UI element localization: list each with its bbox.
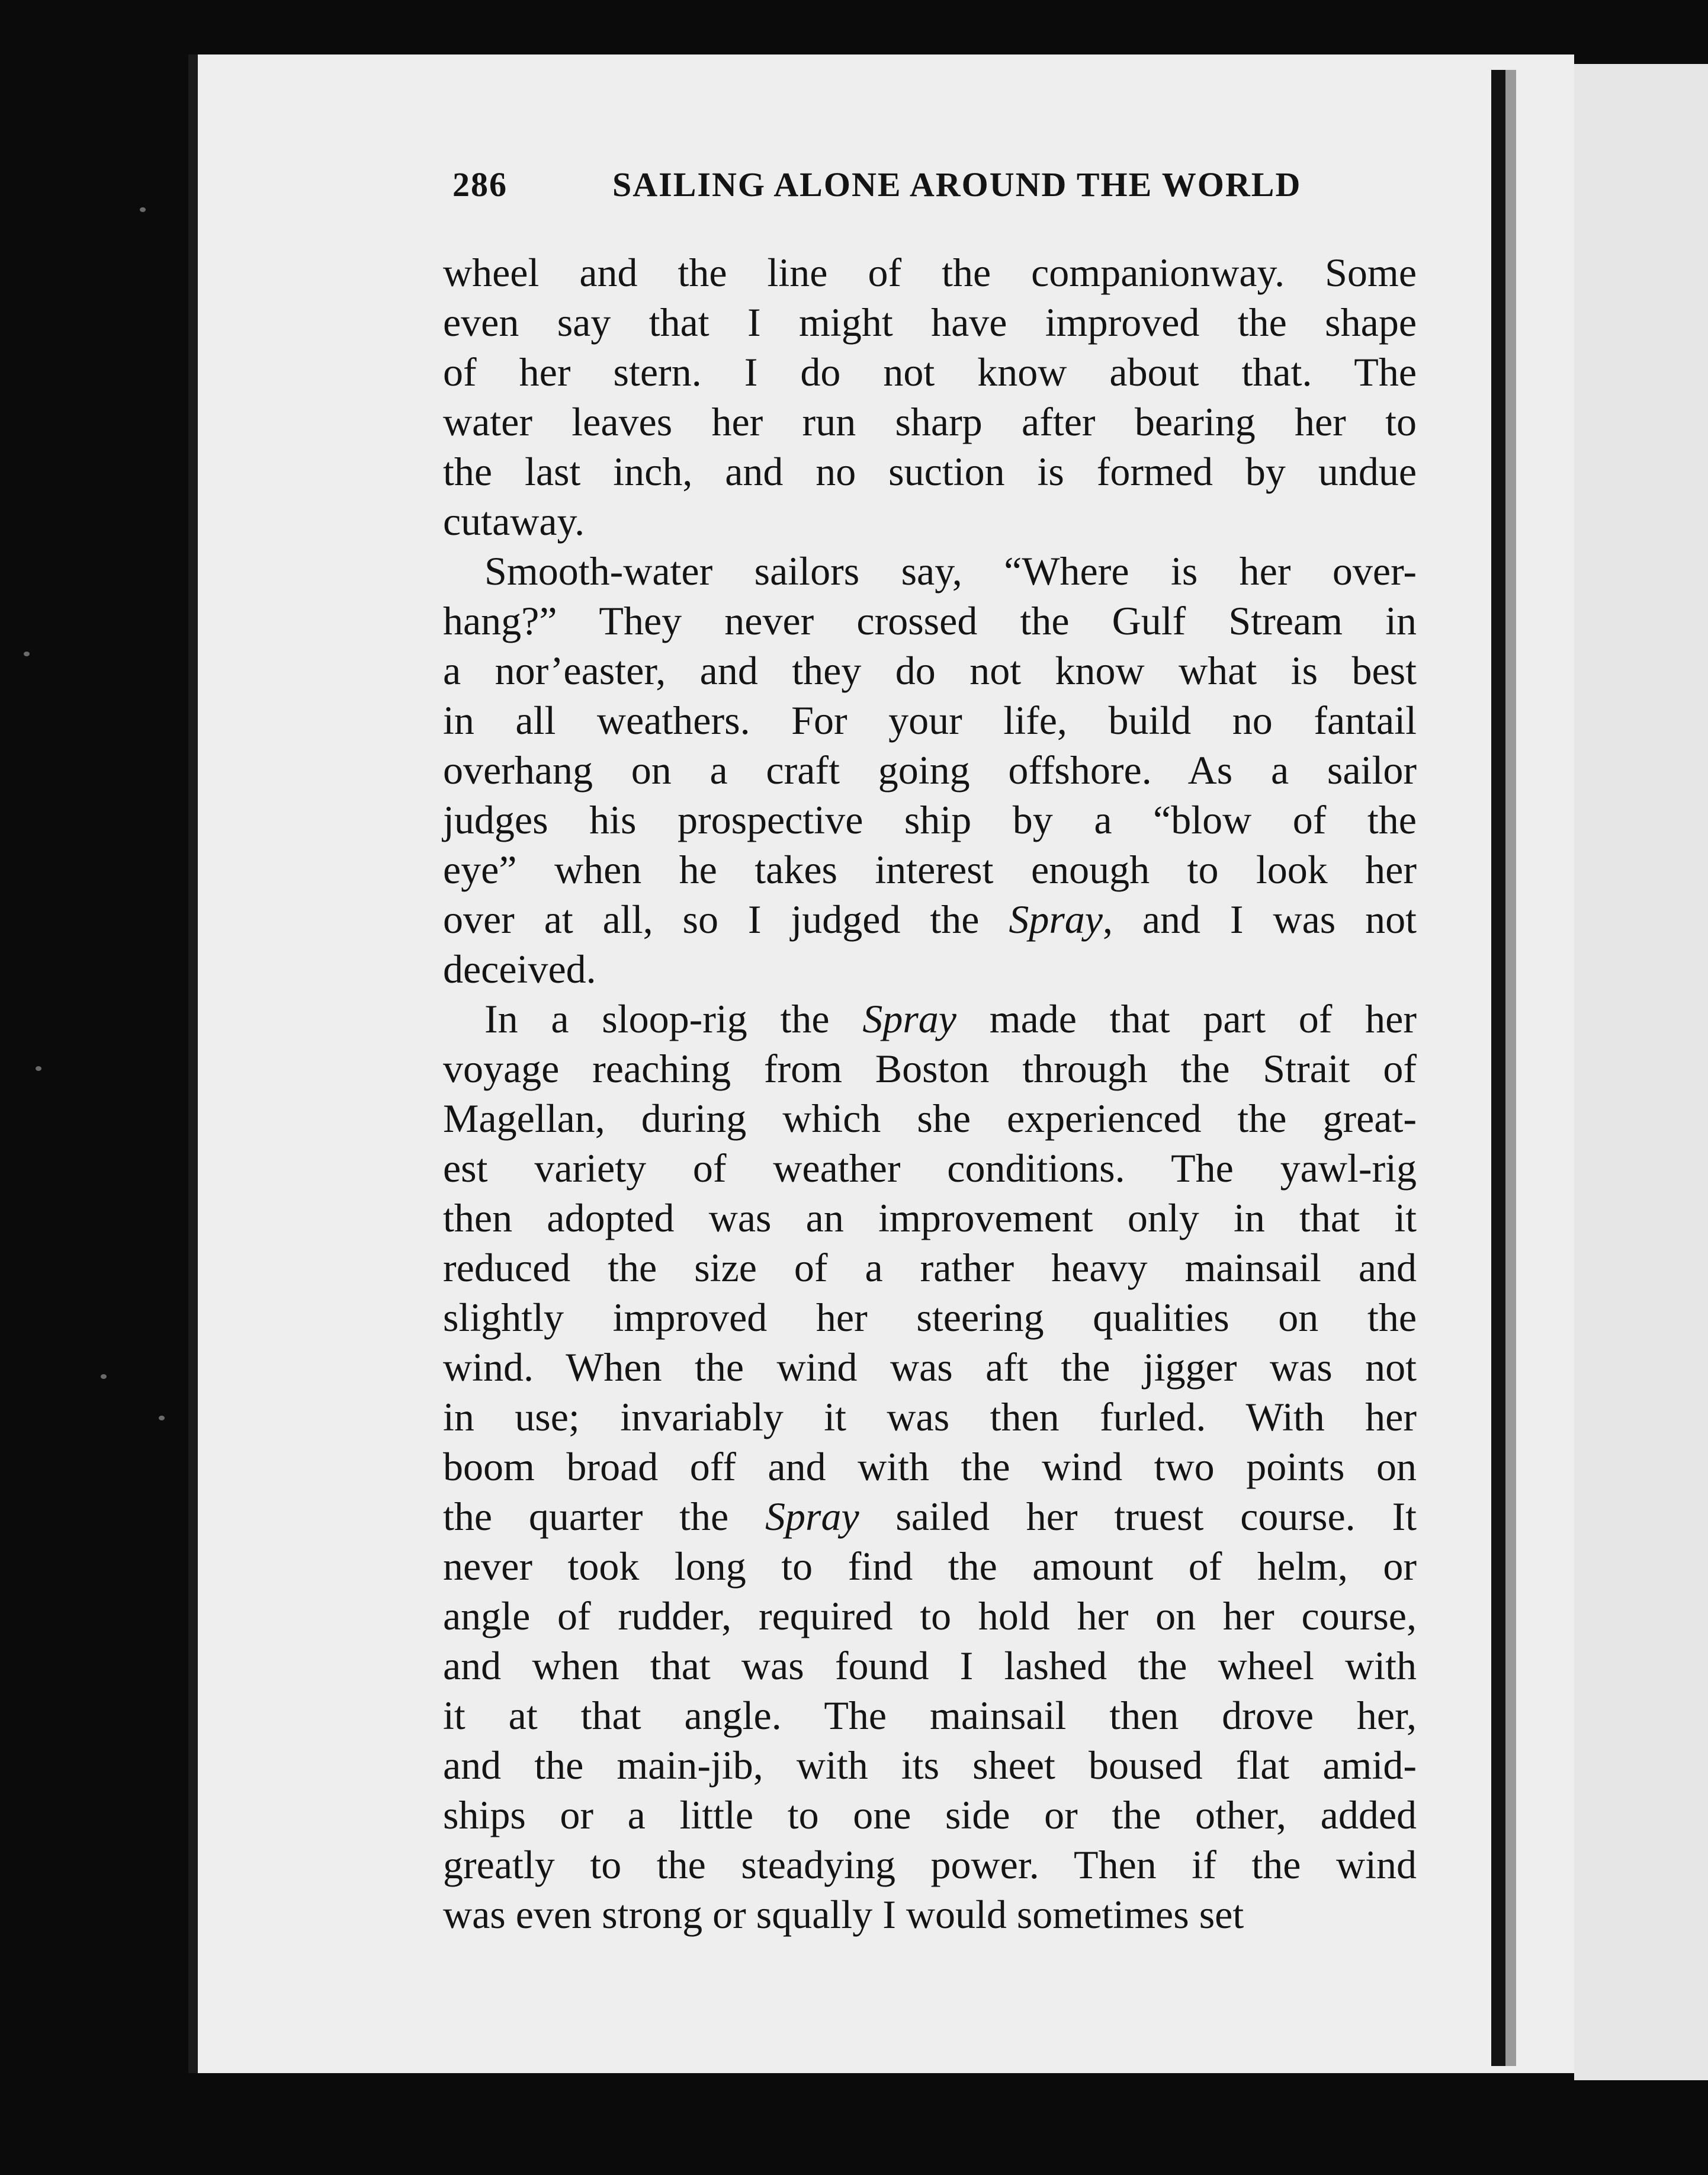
- text-line: slightly improved her steering qualities on the: [443, 1295, 1417, 1340]
- text-line: even say that I might have improved the shape: [443, 300, 1417, 345]
- dust-speck: [101, 1374, 107, 1379]
- text-line: cutaway.: [443, 499, 585, 544]
- text-line: a nor’easter, and they do not know what is best: [443, 648, 1417, 693]
- text-line: wheel and the line of the companionway. Some: [443, 250, 1417, 295]
- running-head: [452, 165, 1436, 212]
- text-line: it at that angle. The mainsail then drove her,: [443, 1693, 1417, 1738]
- text-line: in use; invariably it was then furled. With her: [443, 1394, 1417, 1439]
- text-line: wind. When the wind was aft the jigger was not: [443, 1345, 1417, 1390]
- body-text: [443, 248, 1417, 1939]
- text-line: never took long to find the amount of helm, or: [443, 1544, 1417, 1589]
- text-line: of her stern. I do not know about that. The: [443, 349, 1417, 394]
- running-title: SAILING ALONE AROUND THE WORLD: [612, 165, 1302, 204]
- text-line: the quarter the Spray sailed her truest course. It: [443, 1494, 1417, 1539]
- text-line: judges his prospective ship by a “blow of the: [443, 797, 1417, 842]
- text-line: eye” when he takes interest enough to look her: [443, 847, 1417, 892]
- dust-speck: [36, 1066, 41, 1071]
- text-line: water leaves her run sharp after bearing her to: [443, 399, 1417, 444]
- dust-speck: [140, 207, 146, 212]
- text-line: overhang on a craft going offshore. As a sailor: [443, 748, 1417, 793]
- gutter-shadow: [1505, 70, 1516, 2066]
- text-line: boom broad off and with the wind two points on: [443, 1444, 1417, 1489]
- text-line: in all weathers. For your life, build no fantail: [443, 698, 1417, 743]
- text-line: voyage reaching from Boston through the Strait of: [443, 1046, 1417, 1091]
- text-line: greatly to the steadying power. Then if the wind: [443, 1842, 1417, 1887]
- dust-speck: [24, 652, 30, 656]
- text-line: angle of rudder, required to hold her on her course,: [443, 1593, 1417, 1638]
- text-line: hang?” They never crossed the Gulf Stream in: [443, 598, 1417, 643]
- dust-speck: [159, 1416, 165, 1420]
- page-gutter: [1491, 70, 1505, 2066]
- text-line: over at all, so I judged the Spray, and I was not: [443, 897, 1417, 942]
- text-line: and when that was found I lashed the wheel with: [443, 1643, 1417, 1688]
- facing-page-edge: [1574, 64, 1708, 2080]
- text-line: reduced the size of a rather heavy mainsail and: [443, 1245, 1417, 1290]
- paragraph: [443, 248, 1417, 546]
- text-line: est variety of weather conditions. The yawl-rig: [443, 1146, 1417, 1191]
- paragraph: [443, 546, 1417, 994]
- text-line: ships or a little to one side or the other, added: [443, 1792, 1417, 1837]
- text-line: Smooth-water sailors say, “Where is her over-: [484, 548, 1417, 594]
- text-line: Magellan, during which she experienced the great-: [443, 1096, 1417, 1141]
- text-line: then adopted was an improvement only in that it: [443, 1195, 1417, 1240]
- page-number: 286: [452, 165, 508, 204]
- text-line: the last inch, and no suction is formed by undue: [443, 449, 1417, 494]
- paragraph: [443, 994, 1417, 1939]
- text-line: was even strong or squally I would sometimes set: [443, 1892, 1244, 1937]
- text-line: In a sloop-rig the Spray made that part of her: [484, 996, 1417, 1041]
- text-line: deceived.: [443, 947, 596, 992]
- text-line: and the main-jib, with its sheet boused flat amid-: [443, 1743, 1417, 1788]
